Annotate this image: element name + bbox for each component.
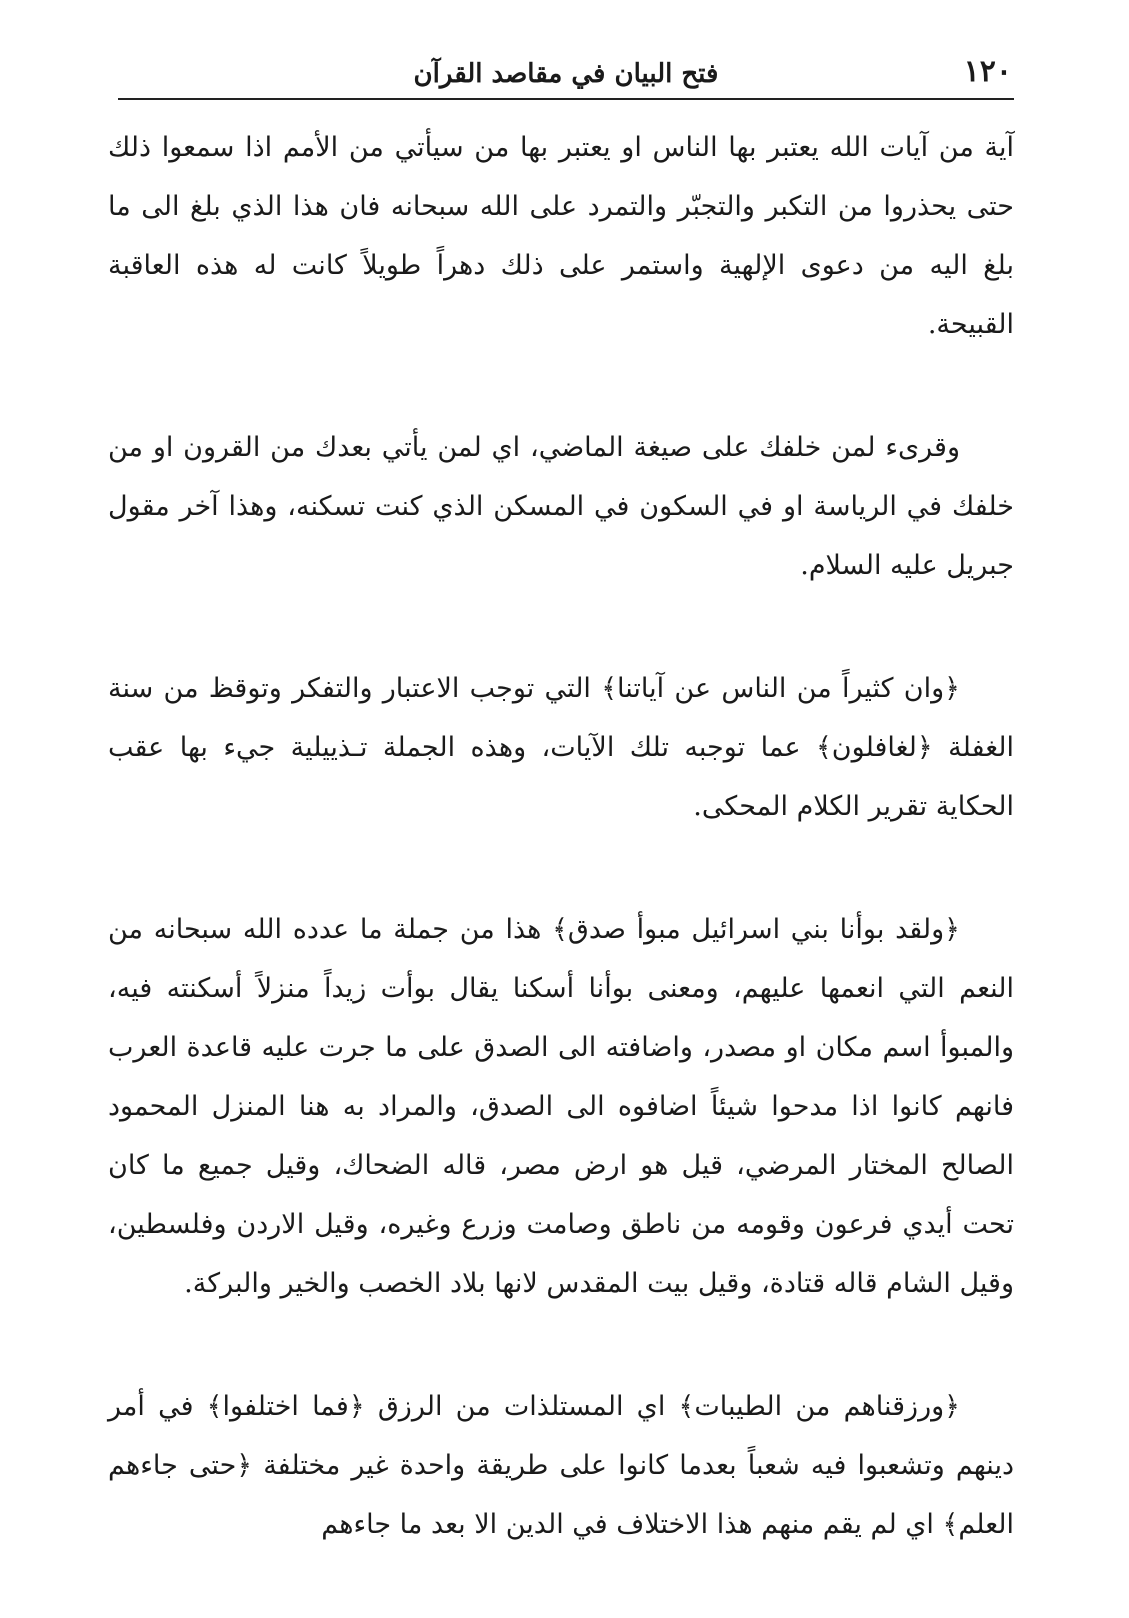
paragraph-3: ﴿وان كثيراً من الناس عن آياتنا﴾ التي توجب الاعتبار والتفكر وتوقظ من سنة الغفلة ﴿لغافلون﴾ عما توجبه تلك الآيات، وهذه الجملة تـذييلية جيء بها عقب الحكاية تقرير الكلام المحكى. <box>108 673 1014 822</box>
paragraph-5: ﴿ورزقناهم من الطيبات﴾ اي المستلذات من الرزق ﴿فما اختلفوا﴾ في أمر دينهم وتشعبوا فيه شعباً بعدما كانوا على طريقة واحدة غير مختلفة ﴿حتى جاءهم العلم﴾ اي لم يقم منهم هذا الاختلاف في الدين الا بعد ما جاءهم <box>108 1391 1014 1540</box>
page-header <box>118 50 1014 100</box>
body-text <box>108 118 1014 1618</box>
paragraph-2: وقرىء لمن خلفك على صيغة الماضي، اي لمن يأتي بعدك من القرون او من خلفك في الرياسة او في السكون في المسكن الذي كنت تسكنه، وهذا آخر مقول جبريل عليه السلام. <box>108 432 1014 581</box>
page-number: ١٢٠ <box>963 54 1012 89</box>
paragraph-4: ﴿ولقد بوأنا بني اسرائيل مبوأ صدق﴾ هذا من جملة ما عدده الله سبحانه من النعم التي انعمها عليهم، ومعنى بوأنا أسكنا يقال بوأت زيداً منزلاً أسكنته فيه، والمبوأ اسم مكان او مصدر، واضافته الى الصدق على ما جرت عليه قاعدة العرب فانهم كانوا اذا مدحوا شيئاً اضافوه الى الصدق، والمراد به هنا المنزل المحمود الصالح المختار المرضي، قيل هو ارض مصر، قاله الضحاك، وقيل جميع ما كان تحت أيدي فرعون وقومه من ناطق وصامت وزرع وغيره، وقيل الاردن وفلسطين، وقيل الشام قاله قتادة، وقيل بيت المقدس لانها بلاد الخصب والخير والبركة. <box>108 914 1014 1299</box>
book-title: فتح البيان في مقاصد القرآن <box>413 59 719 89</box>
paragraph-1: آية من آيات الله يعتبر بها الناس او يعتبر بها من سيأتي من الأمم اذا سمعوا ذلك حتى يحذروا من التكبر والتجبّر والتمرد على الله سبحانه فان هذا الذي بلغ الى ما بلغ اليه من دعوى الإلهية واستمر على ذلك دهراً طويلاً كانت له هذه العاقبة القبيحة. <box>108 132 1014 340</box>
